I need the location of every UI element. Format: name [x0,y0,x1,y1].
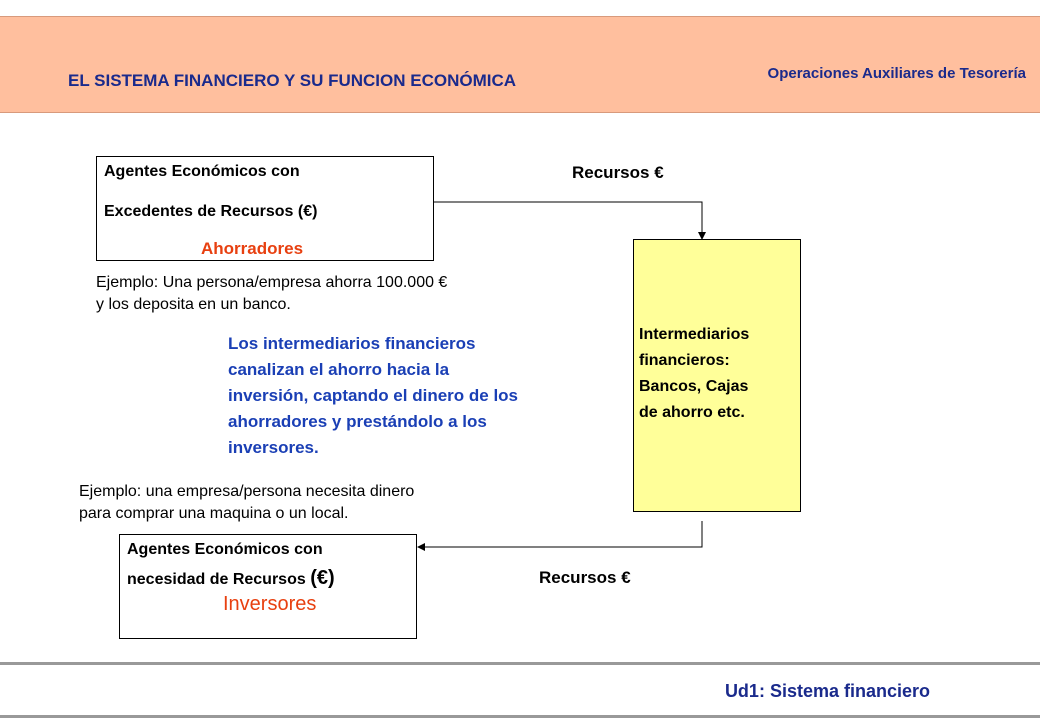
explanation-line: ahorradores y prestándolo a los [228,412,487,431]
investors-line-2-text: necesidad de Recursos [127,571,311,588]
explanation-line: Los intermediarios financieros [228,334,476,353]
investors-label: Inversores [223,593,317,615]
explanation-paragraph [228,331,518,461]
intermediaries-line: Bancos, Cajas [639,378,749,395]
example-savers-line: y los deposita en un banco. [96,296,291,313]
header-band [0,16,1040,113]
resources-label-top: Recursos € [572,163,664,182]
footer-unit-label: Ud1: Sistema financiero [724,681,930,701]
page-title: EL SISTEMA FINANCIERO Y SU FUNCION ECONÓMICA [68,71,517,90]
explanation-line: canalizan el ahorro hacia la [228,360,450,379]
explanation-line: inversores. [228,438,319,457]
example-investors-line: Ejemplo: una empresa/persona necesita dinero [79,483,415,500]
example-investors [79,481,414,525]
footer-divider-bottom [0,715,1040,718]
euro-symbol: (€) [310,567,335,589]
footer-divider-top [0,662,1040,665]
investors-line-1: Agentes Económicos con [127,541,323,558]
intermediaries-line: Intermediarios [639,326,750,343]
savers-line-1: Agentes Económicos con [104,163,300,180]
arrow-savers-to-intermediaries [434,202,702,239]
arrow-intermediaries-to-investors [418,521,702,547]
example-savers [96,272,447,316]
savers-label: Ahorradores [201,239,304,258]
intermediaries-line: financieros: [639,352,730,369]
intermediaries-box [633,239,801,512]
intermediaries-text [639,322,749,426]
investors-line-2 [127,567,335,590]
course-subtitle: Operaciones Auxiliares de Tesorería [767,65,1026,82]
savers-line-2: Excedentes de Recursos (€) [104,203,318,220]
example-savers-line: Ejemplo: Una persona/empresa ahorra 100.000 € [96,274,448,291]
intermediaries-line: de ahorro etc. [639,404,745,421]
investors-box [119,534,417,639]
explanation-line: inversión, captando el dinero de los [228,386,519,405]
savers-box [96,156,434,261]
resources-label-bottom: Recursos € [539,568,631,587]
example-investors-line: para comprar una maquina o un local. [79,505,349,522]
